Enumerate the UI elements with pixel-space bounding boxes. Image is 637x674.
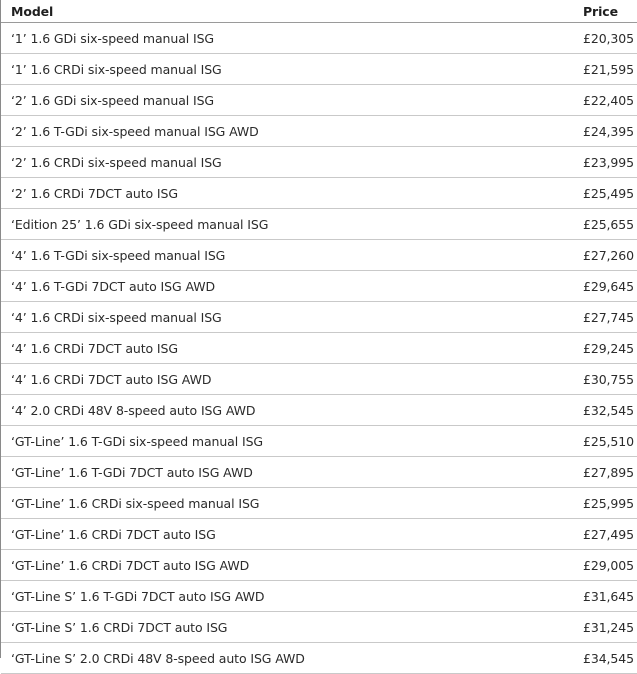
price-cell: £27,260 [571,240,637,271]
price-cell: £24,395 [571,116,637,147]
table-row [1,240,637,271]
model-cell: ‘GT-Line S’ 2.0 CRDi 48V 8-speed auto ISG AWD [1,643,571,674]
table-row [1,519,637,550]
price-cell: £31,645 [571,581,637,612]
model-cell: ‘GT-Line’ 1.6 T-GDi six-speed manual ISG [1,426,571,457]
model-cell: ‘1’ 1.6 CRDi six-speed manual ISG [1,54,571,85]
table-row [1,426,637,457]
model-cell: ‘2’ 1.6 GDi six-speed manual ISG [1,85,571,116]
model-cell: ‘Edition 25’ 1.6 GDi six-speed manual ISG [1,209,571,240]
model-cell: ‘4’ 1.6 T-GDi 7DCT auto ISG AWD [1,271,571,302]
table-row [1,271,637,302]
model-cell: ‘4’ 1.6 T-GDi six-speed manual ISG [1,240,571,271]
header-row [1,0,637,23]
table-row [1,395,637,426]
table-header [1,0,637,23]
table-row [1,333,637,364]
price-cell: £20,305 [571,23,637,54]
table-row [1,116,637,147]
column-header-model: Model [1,0,571,23]
table-row [1,147,637,178]
model-cell: ‘1’ 1.6 GDi six-speed manual ISG [1,23,571,54]
price-cell: £22,405 [571,85,637,116]
table-row [1,209,637,240]
model-cell: ‘GT-Line S’ 1.6 CRDi 7DCT auto ISG [1,612,571,643]
price-cell: £25,655 [571,209,637,240]
model-cell: ‘4’ 2.0 CRDi 48V 8-speed auto ISG AWD [1,395,571,426]
model-cell: ‘GT-Line S’ 1.6 T-GDi 7DCT auto ISG AWD [1,581,571,612]
table-row [1,302,637,333]
price-cell: £27,495 [571,519,637,550]
price-cell: £27,895 [571,457,637,488]
table-row [1,85,637,116]
table-body [1,23,637,674]
price-cell: £30,755 [571,364,637,395]
model-cell: ‘GT-Line’ 1.6 CRDi six-speed manual ISG [1,488,571,519]
model-cell: ‘4’ 1.6 CRDi six-speed manual ISG [1,302,571,333]
model-cell: ‘2’ 1.6 T-GDi six-speed manual ISG AWD [1,116,571,147]
table-row [1,612,637,643]
model-cell: ‘2’ 1.6 CRDi six-speed manual ISG [1,147,571,178]
table-row [1,581,637,612]
model-cell: ‘4’ 1.6 CRDi 7DCT auto ISG [1,333,571,364]
table-row [1,54,637,85]
price-cell: £32,545 [571,395,637,426]
table-row [1,364,637,395]
price-cell: £31,245 [571,612,637,643]
price-cell: £25,995 [571,488,637,519]
price-cell: £29,645 [571,271,637,302]
price-cell: £23,995 [571,147,637,178]
price-cell: £25,495 [571,178,637,209]
model-cell: ‘2’ 1.6 CRDi 7DCT auto ISG [1,178,571,209]
price-cell: £27,745 [571,302,637,333]
table-row [1,550,637,581]
price-cell: £29,005 [571,550,637,581]
model-cell: ‘GT-Line’ 1.6 CRDi 7DCT auto ISG [1,519,571,550]
table-row [1,178,637,209]
price-cell: £21,595 [571,54,637,85]
column-header-price: Price [571,0,637,23]
table-row [1,457,637,488]
model-cell: ‘GT-Line’ 1.6 CRDi 7DCT auto ISG AWD [1,550,571,581]
table-row [1,23,637,54]
price-table [1,0,637,674]
table-row [1,643,637,674]
table-row [1,488,637,519]
model-cell: ‘GT-Line’ 1.6 T-GDi 7DCT auto ISG AWD [1,457,571,488]
model-cell: ‘4’ 1.6 CRDi 7DCT auto ISG AWD [1,364,571,395]
price-cell: £29,245 [571,333,637,364]
price-cell: £34,545 [571,643,637,674]
price-cell: £25,510 [571,426,637,457]
